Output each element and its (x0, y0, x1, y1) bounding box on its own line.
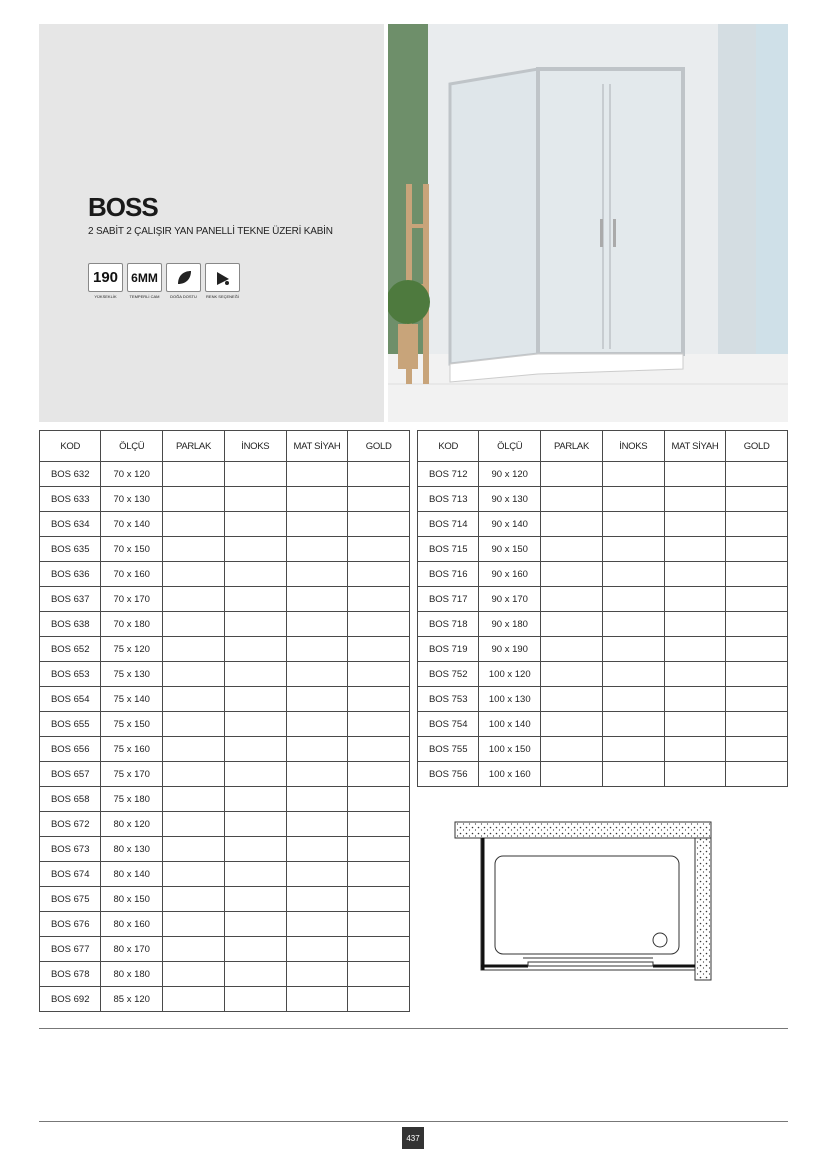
table-row (40, 837, 410, 862)
cell-mat-siyah (286, 812, 348, 837)
color-option-label: RENK SEÇENEĞİ (206, 294, 239, 299)
cell-kod: BOS 752 (418, 662, 479, 687)
shower-cabin-illustration (388, 24, 788, 422)
cell-mat-siyah (664, 487, 726, 512)
cell-inoks (224, 912, 286, 937)
table-row (418, 737, 788, 762)
cell-mat-siyah (286, 712, 348, 737)
cell-olcu: 90 x 130 (479, 487, 541, 512)
cell-kod: BOS 714 (418, 512, 479, 537)
table-row (40, 587, 410, 612)
cell-gold (726, 712, 788, 737)
cell-olcu: 75 x 180 (101, 787, 163, 812)
cell-parlak (541, 562, 603, 587)
table-row (418, 612, 788, 637)
cell-parlak (163, 587, 225, 612)
cell-kod: BOS 635 (40, 537, 101, 562)
table-row (40, 487, 410, 512)
cell-kod: BOS 712 (418, 462, 479, 487)
cell-gold (348, 937, 410, 962)
cell-parlak (541, 537, 603, 562)
cell-inoks (224, 862, 286, 887)
cell-inoks (602, 662, 664, 687)
cell-kod: BOS 673 (40, 837, 101, 862)
cell-gold (348, 837, 410, 862)
eco-label: DOĞA DOSTU (170, 294, 197, 299)
cell-mat-siyah (286, 787, 348, 812)
cell-kod: BOS 755 (418, 737, 479, 762)
table-row (40, 737, 410, 762)
table-row (418, 562, 788, 587)
cell-mat-siyah (664, 712, 726, 737)
header-mat-siyah: MAT SİYAH (286, 431, 348, 462)
cell-inoks (224, 562, 286, 587)
cell-parlak (163, 462, 225, 487)
table-row (418, 587, 788, 612)
cell-inoks (224, 812, 286, 837)
cell-mat-siyah (286, 512, 348, 537)
cell-olcu: 100 x 120 (479, 662, 541, 687)
table-row (40, 762, 410, 787)
product-title: BOSS (88, 192, 158, 222)
cell-parlak (541, 637, 603, 662)
cell-kod: BOS 675 (40, 887, 101, 912)
cell-olcu: 90 x 160 (479, 562, 541, 587)
cell-inoks (224, 712, 286, 737)
table-row (418, 712, 788, 737)
header-olcu: ÖLÇÜ (101, 431, 163, 462)
cell-parlak (163, 562, 225, 587)
cell-mat-siyah (286, 837, 348, 862)
cell-mat-siyah (664, 512, 726, 537)
cell-olcu: 90 x 140 (479, 512, 541, 537)
cell-gold (726, 687, 788, 712)
cell-olcu: 70 x 140 (101, 512, 163, 537)
cell-parlak (541, 737, 603, 762)
cell-inoks (224, 837, 286, 862)
cell-inoks (224, 887, 286, 912)
cell-parlak (163, 712, 225, 737)
header-parlak: PARLAK (163, 431, 225, 462)
cell-olcu: 70 x 130 (101, 487, 163, 512)
cell-gold (726, 462, 788, 487)
cell-parlak (163, 537, 225, 562)
cell-olcu: 90 x 150 (479, 537, 541, 562)
cell-gold (348, 612, 410, 637)
cell-kod: BOS 672 (40, 812, 101, 837)
cell-kod: BOS 753 (418, 687, 479, 712)
color-option-badge (205, 263, 240, 299)
cell-inoks (224, 587, 286, 612)
header-olcu: ÖLÇÜ (479, 431, 541, 462)
cell-parlak (163, 787, 225, 812)
cell-parlak (541, 512, 603, 537)
cell-gold (726, 537, 788, 562)
cell-olcu: 80 x 170 (101, 937, 163, 962)
cell-gold (348, 987, 410, 1012)
cell-parlak (541, 587, 603, 612)
cell-olcu: 90 x 120 (479, 462, 541, 487)
table-header-row (418, 431, 788, 462)
cell-parlak (163, 862, 225, 887)
cell-mat-siyah (286, 687, 348, 712)
cell-parlak (541, 462, 603, 487)
cell-mat-siyah (286, 637, 348, 662)
cell-gold (348, 812, 410, 837)
cell-olcu: 80 x 180 (101, 962, 163, 987)
cell-gold (726, 637, 788, 662)
cell-gold (726, 612, 788, 637)
cell-parlak (163, 687, 225, 712)
table-row (418, 462, 788, 487)
cell-mat-siyah (664, 612, 726, 637)
table-row (40, 812, 410, 837)
cell-parlak (163, 987, 225, 1012)
cell-kod: BOS 715 (418, 537, 479, 562)
header-mat-siyah: MAT SİYAH (664, 431, 726, 462)
table-row (40, 637, 410, 662)
cell-mat-siyah (286, 662, 348, 687)
cell-inoks (224, 787, 286, 812)
cell-mat-siyah (664, 537, 726, 562)
table-row (40, 712, 410, 737)
table-row (40, 787, 410, 812)
cell-parlak (163, 912, 225, 937)
cell-kod: BOS 754 (418, 712, 479, 737)
cell-gold (726, 762, 788, 787)
table-row (40, 562, 410, 587)
cell-gold (348, 737, 410, 762)
cell-mat-siyah (664, 462, 726, 487)
glass-thickness-label: TEMPERLİ CAM (129, 294, 160, 299)
color-option-icon (205, 263, 240, 292)
cell-kod: BOS 716 (418, 562, 479, 587)
cell-kod: BOS 677 (40, 937, 101, 962)
cell-parlak (163, 512, 225, 537)
cell-gold (726, 512, 788, 537)
cell-gold (348, 562, 410, 587)
table-row (40, 962, 410, 987)
cell-inoks (224, 962, 286, 987)
cell-inoks (224, 762, 286, 787)
cell-kod: BOS 637 (40, 587, 101, 612)
cell-kod: BOS 756 (418, 762, 479, 787)
header-parlak: PARLAK (541, 431, 603, 462)
cell-gold (348, 787, 410, 812)
cell-kod: BOS 654 (40, 687, 101, 712)
cell-gold (348, 637, 410, 662)
cell-olcu: 70 x 180 (101, 612, 163, 637)
cell-kod: BOS 658 (40, 787, 101, 812)
cell-inoks (602, 712, 664, 737)
cell-olcu: 80 x 130 (101, 837, 163, 862)
cell-mat-siyah (286, 562, 348, 587)
table-row (418, 687, 788, 712)
cell-mat-siyah (664, 587, 726, 612)
cell-kod: BOS 718 (418, 612, 479, 637)
cell-kod: BOS 719 (418, 637, 479, 662)
table-row (418, 537, 788, 562)
cell-kod: BOS 717 (418, 587, 479, 612)
eco-badge (166, 263, 201, 299)
cell-inoks (602, 737, 664, 762)
cell-olcu: 90 x 170 (479, 587, 541, 612)
cell-kod: BOS 657 (40, 762, 101, 787)
cell-parlak (163, 937, 225, 962)
cell-inoks (224, 512, 286, 537)
cell-olcu: 90 x 180 (479, 612, 541, 637)
cell-gold (348, 912, 410, 937)
table-row (40, 462, 410, 487)
cell-inoks (224, 462, 286, 487)
cell-mat-siyah (664, 662, 726, 687)
cell-gold (348, 687, 410, 712)
cell-inoks (224, 612, 286, 637)
cabin-plan-diagram (453, 820, 715, 990)
cell-gold (726, 737, 788, 762)
cell-olcu: 80 x 150 (101, 887, 163, 912)
cell-olcu: 70 x 170 (101, 587, 163, 612)
table-row (40, 862, 410, 887)
glass-thickness-badge (127, 263, 162, 299)
table-header-row (40, 431, 410, 462)
cell-gold (348, 662, 410, 687)
cell-gold (348, 487, 410, 512)
cell-mat-siyah (286, 737, 348, 762)
cell-kod: BOS 655 (40, 712, 101, 737)
cell-inoks (602, 587, 664, 612)
cell-olcu: 100 x 140 (479, 712, 541, 737)
cell-olcu: 75 x 130 (101, 662, 163, 687)
cell-parlak (163, 737, 225, 762)
cell-olcu: 80 x 160 (101, 912, 163, 937)
cell-parlak (541, 687, 603, 712)
table-row (418, 662, 788, 687)
cell-inoks (602, 487, 664, 512)
cell-kod: BOS 656 (40, 737, 101, 762)
table-row (418, 512, 788, 537)
cell-parlak (163, 837, 225, 862)
header-inoks: İNOKS (602, 431, 664, 462)
header-gold: GOLD (348, 431, 410, 462)
cell-inoks (602, 762, 664, 787)
cell-olcu: 85 x 120 (101, 987, 163, 1012)
cell-mat-siyah (286, 537, 348, 562)
cell-inoks (602, 512, 664, 537)
cell-kod: BOS 676 (40, 912, 101, 937)
cell-kod: BOS 674 (40, 862, 101, 887)
cell-parlak (163, 487, 225, 512)
header-kod: KOD (418, 431, 479, 462)
cell-kod: BOS 692 (40, 987, 101, 1012)
cell-mat-siyah (664, 562, 726, 587)
cell-kod: BOS 633 (40, 487, 101, 512)
cell-kod: BOS 636 (40, 562, 101, 587)
cell-kod: BOS 638 (40, 612, 101, 637)
cell-gold (348, 512, 410, 537)
cell-inoks (602, 612, 664, 637)
cell-olcu: 100 x 160 (479, 762, 541, 787)
cell-gold (348, 887, 410, 912)
cell-inoks (224, 487, 286, 512)
cell-inoks (602, 562, 664, 587)
table-row (40, 887, 410, 912)
cell-gold (348, 712, 410, 737)
cell-mat-siyah (286, 762, 348, 787)
table-row (418, 487, 788, 512)
cell-olcu: 90 x 190 (479, 637, 541, 662)
product-table-right (417, 430, 788, 787)
cell-parlak (541, 762, 603, 787)
cell-parlak (541, 662, 603, 687)
cell-parlak (163, 612, 225, 637)
cell-gold (726, 487, 788, 512)
cell-parlak (163, 662, 225, 687)
cell-mat-siyah (286, 862, 348, 887)
cell-inoks (224, 637, 286, 662)
cell-olcu: 80 x 140 (101, 862, 163, 887)
cell-inoks (224, 687, 286, 712)
cell-kod: BOS 634 (40, 512, 101, 537)
cell-parlak (541, 487, 603, 512)
height-value: 190 (88, 263, 123, 292)
cell-olcu: 75 x 120 (101, 637, 163, 662)
hero-panel (39, 24, 384, 422)
cell-mat-siyah (286, 987, 348, 1012)
cell-olcu: 75 x 140 (101, 687, 163, 712)
cell-gold (348, 462, 410, 487)
cell-parlak (163, 887, 225, 912)
cell-mat-siyah (286, 462, 348, 487)
feature-badges (88, 263, 240, 299)
cell-inoks (224, 737, 286, 762)
height-label: YÜKSEKLİK (94, 294, 117, 299)
cell-kod: BOS 632 (40, 462, 101, 487)
product-subtitle: 2 SABİT 2 ÇALIŞIR YAN PANELLİ TEKNE ÜZERİ KABİN (88, 226, 333, 237)
cell-parlak (541, 712, 603, 737)
cell-mat-siyah (286, 887, 348, 912)
cell-gold (348, 862, 410, 887)
cell-inoks (602, 537, 664, 562)
cell-mat-siyah (286, 962, 348, 987)
product-table-left (39, 430, 410, 1012)
cell-gold (348, 762, 410, 787)
cell-olcu: 70 x 160 (101, 562, 163, 587)
footer-divider-bottom (39, 1121, 788, 1122)
table-row (40, 937, 410, 962)
table-row (40, 662, 410, 687)
cell-olcu: 100 x 130 (479, 687, 541, 712)
cell-olcu: 100 x 150 (479, 737, 541, 762)
cell-olcu: 75 x 150 (101, 712, 163, 737)
glass-thickness-value: 6MM (127, 263, 162, 292)
cell-olcu: 75 x 160 (101, 737, 163, 762)
cell-mat-siyah (286, 587, 348, 612)
cell-gold (726, 587, 788, 612)
table-row (40, 512, 410, 537)
table-row (40, 537, 410, 562)
cell-kod: BOS 653 (40, 662, 101, 687)
cell-inoks (602, 462, 664, 487)
cell-mat-siyah (664, 737, 726, 762)
cell-gold (726, 562, 788, 587)
cell-kod: BOS 652 (40, 637, 101, 662)
height-badge (88, 263, 123, 299)
cell-mat-siyah (286, 937, 348, 962)
cell-kod: BOS 678 (40, 962, 101, 987)
cell-inoks (602, 687, 664, 712)
cell-inoks (602, 637, 664, 662)
cell-inoks (224, 662, 286, 687)
cell-kod: BOS 713 (418, 487, 479, 512)
cell-mat-siyah (286, 612, 348, 637)
cell-mat-siyah (664, 762, 726, 787)
cell-gold (348, 962, 410, 987)
table-row (40, 687, 410, 712)
cell-parlak (163, 962, 225, 987)
cell-mat-siyah (664, 687, 726, 712)
table-row (40, 912, 410, 937)
header-kod: KOD (40, 431, 101, 462)
cell-parlak (541, 612, 603, 637)
product-photo (388, 24, 788, 422)
cell-inoks (224, 537, 286, 562)
cell-mat-siyah (286, 912, 348, 937)
eco-leaf-icon (166, 263, 201, 292)
footer-divider-top (39, 1028, 788, 1029)
cell-parlak (163, 762, 225, 787)
cell-olcu: 70 x 150 (101, 537, 163, 562)
cell-olcu: 75 x 170 (101, 762, 163, 787)
cell-gold (348, 537, 410, 562)
header-gold: GOLD (726, 431, 788, 462)
cell-mat-siyah (664, 637, 726, 662)
cell-mat-siyah (286, 487, 348, 512)
cell-gold (348, 587, 410, 612)
table-row (40, 612, 410, 637)
table-row (418, 637, 788, 662)
cell-inoks (224, 987, 286, 1012)
table-row (40, 987, 410, 1012)
cell-parlak (163, 812, 225, 837)
cell-parlak (163, 637, 225, 662)
table-row (418, 762, 788, 787)
cell-olcu: 70 x 120 (101, 462, 163, 487)
cell-inoks (224, 937, 286, 962)
page-number: 437 (402, 1127, 424, 1149)
cell-gold (726, 662, 788, 687)
cell-olcu: 80 x 120 (101, 812, 163, 837)
header-inoks: İNOKS (224, 431, 286, 462)
